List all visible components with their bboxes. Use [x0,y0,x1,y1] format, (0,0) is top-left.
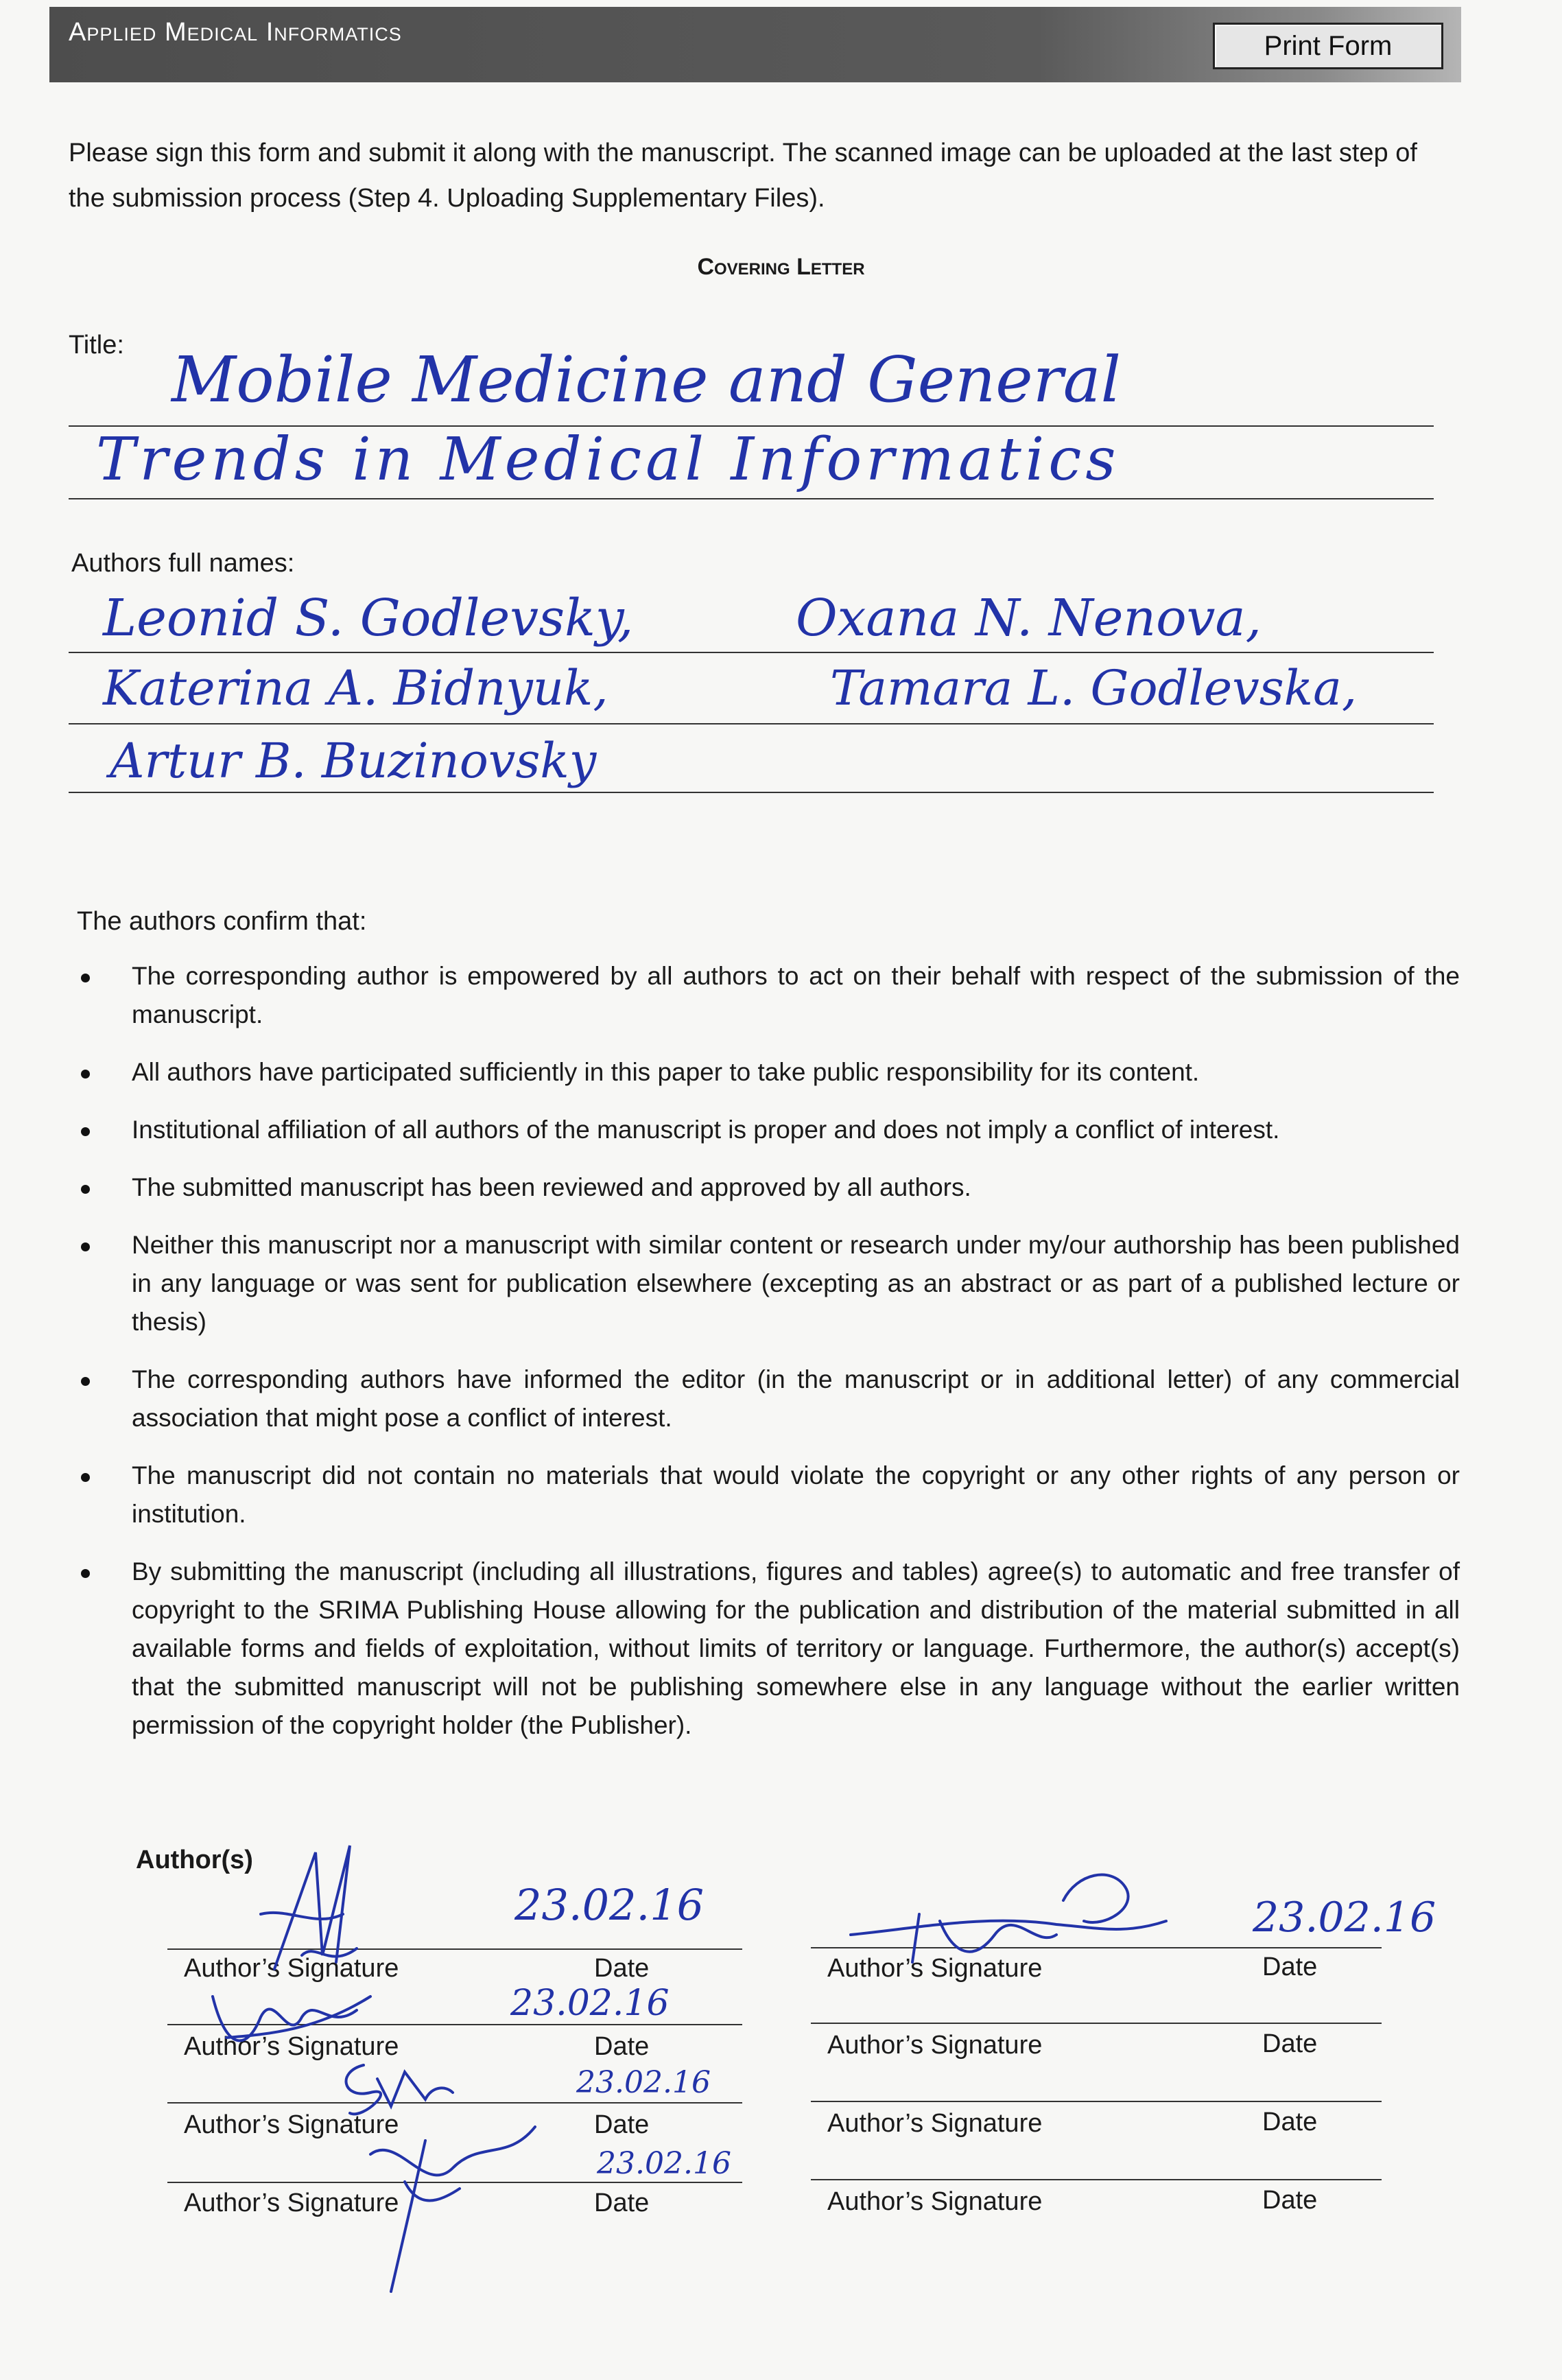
author-name-1[interactable]: Leonid S. Godlevsky, [103,589,634,648]
date-label: Date [1262,2029,1318,2058]
left-date-value-1[interactable]: 23.02.16 [514,1880,705,1930]
confirmation-item: Institutional affiliation of all authors of the manuscript is proper and does not imply a conflict of interest. [74,1111,1460,1149]
signature-label: Author’s Signature [827,2109,1043,2138]
author-name-2[interactable]: Oxana N. Nenova, [796,589,1262,648]
authors-line-2 [69,723,1434,724]
right-signature-line-4 [811,2179,1382,2180]
authors-label: Authors full names: [71,549,295,578]
confirmation-item: All authors have participated sufficiently in this paper to take public responsibility for its content. [74,1053,1460,1092]
handwritten-signature-1 [233,1811,412,1990]
handwritten-signature-4 [343,2113,563,2312]
signature-label: Author’s Signature [827,2031,1043,2060]
right-signature-line-2 [811,2023,1382,2024]
signature-label: Author’s Signature [184,2110,399,2139]
author-name-3[interactable]: Katerina A. Bidnyuk, [103,660,608,716]
confirmation-item: The submitted manuscript has been reviewed and approved by all authors. [74,1168,1460,1207]
left-date-value-2[interactable]: 23.02.16 [510,1983,670,2024]
right-date-value-1[interactable]: 23.02.16 [1253,1894,1436,1942]
date-label: Date [1262,1953,1318,1981]
title-label: Title: [69,331,124,360]
signature-label: Author’s Signature [827,1954,1043,1983]
date-label: Date [594,2110,650,2139]
title-handwritten-line-2[interactable]: Trends in Medical Informatics [96,425,1120,494]
print-form-button[interactable]: Print Form [1213,23,1443,69]
date-label: Date [1262,2186,1318,2215]
handwritten-signature-right [837,1859,1194,1983]
left-date-value-4[interactable]: 23.02.16 [597,2146,731,2181]
authors-line-3 [69,792,1434,793]
signature-label: Author’s Signature [184,1954,399,1983]
author-name-5[interactable]: Artur B. Buzinovsky [110,733,597,789]
confirmation-item: By submitting the manuscript (including all illustrations, figures and tables) agree(s) to automatic and free transfer of copyright to the SRIMA Publishing House allowing for the publication and distribution of the material submitted in all available forms and fields of exploitation, without limits of territory or language. Furthermore, the author(s) accept(s) that the submitted manuscript will not be publishing somewhere else in any language without the earlier written permission of the copyright holder (the Publisher). [74,1553,1460,1745]
confirmation-list [74,957,1460,1764]
confirmation-item: Neither this manuscript nor a manuscript with similar content or research under my/our authorship has been published in any language or was sent for publication elsewhere (excepting as an abstract or as part of a published lecture or thesis) [74,1226,1460,1341]
title-handwritten-line-1[interactable]: Mobile Medicine and General [171,343,1121,416]
date-label: Date [594,2189,650,2217]
signature-label: Author’s Signature [184,2189,399,2217]
signature-label: Author’s Signature [827,2187,1043,2216]
instructions-text: Please sign this form and submit it along with the manuscript. The scanned image can be uploaded at the last step of the submission process (Step 4. Uploading Supplementary Files). [69,139,1417,213]
date-label: Date [594,2032,650,2061]
title-line-2 [69,498,1434,499]
date-label: Date [1262,2108,1318,2136]
left-date-value-3[interactable]: 23.02.16 [576,2065,711,2100]
confirmation-item: The corresponding author is empowered by all authors to act on their behalf with respect of the submission of the manuscript. [74,957,1460,1034]
author-name-4[interactable]: Tamara L. Godlevska, [830,660,1358,716]
journal-name: Applied Medical Informatics [69,18,402,47]
confirmation-item: The manuscript did not contain no materials that would violate the copyright or any other rights of any person or institution. [74,1457,1460,1533]
confirmation-item: The corresponding authors have informed the editor (in the manuscript or in additional letter) of any commercial association that might pose a conflict of interest. [74,1360,1460,1437]
right-signature-line-3 [811,2101,1382,2102]
authors-section-label: Author(s) [136,1846,253,1874]
confirm-intro: The authors confirm that: [77,907,367,936]
authors-line-1 [69,652,1434,653]
form-title: Covering Letter [697,254,865,280]
signature-label: Author’s Signature [184,2032,399,2061]
date-label: Date [594,1954,650,1983]
